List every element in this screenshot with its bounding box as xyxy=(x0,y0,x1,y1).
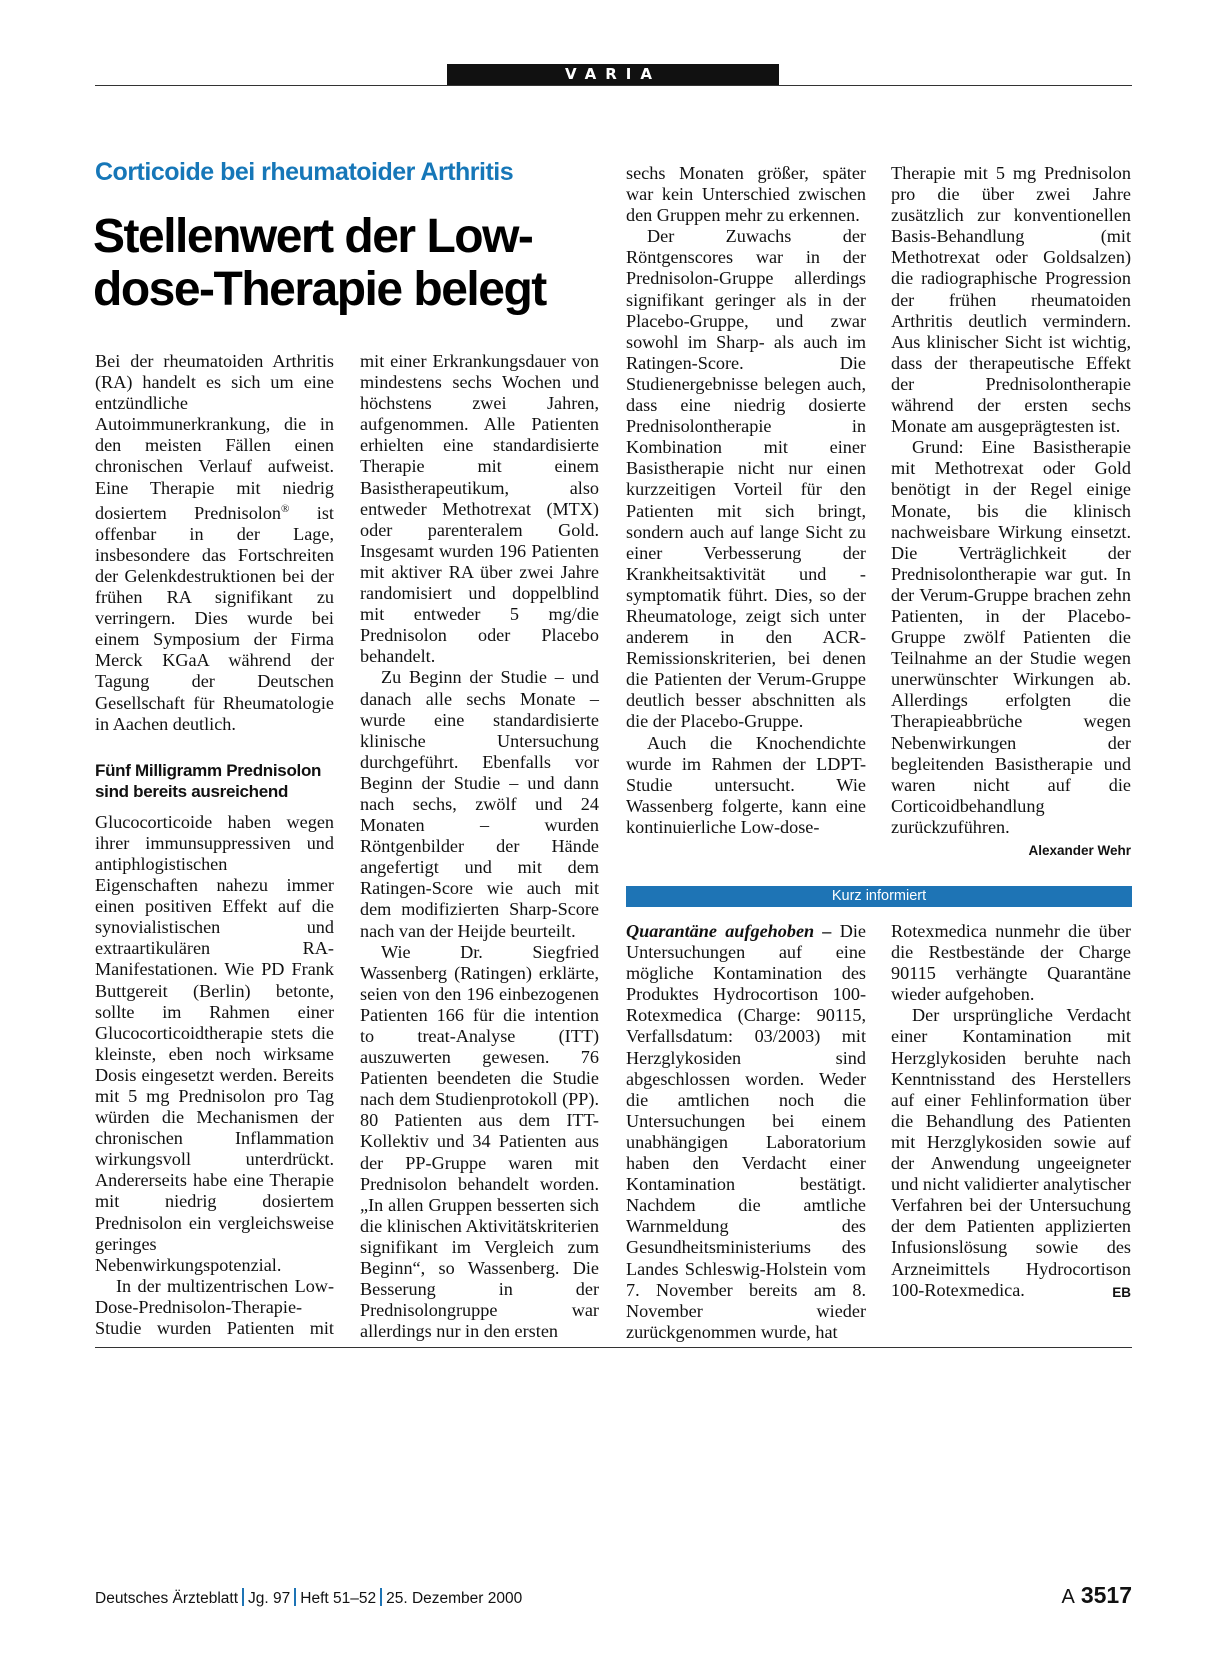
paragraph-continued: mit einer Erkrankungsdauer von mindestens sechs Wochen und höchstens zwei Jahren, aufgenommen. Alle Patienten erhielten eine standardisierte Therapie mit einem Basistherapeutikum, also entweder Methotrexat (MTX) oder parenteralem Gold. Insgesamt wurden 196 Patienten mit aktiver RA über zwei Jahre randomisiert und doppelblind mit entweder 5 mg/die Prednisolon oder Placebo behandelt. xyxy=(360,351,599,667)
box-paragraph: Der ursprüngliche Verdacht einer Kontamination mit Herzglykosiden beruhte nach Kenntnisstand des Herstellers auf einer Fehlinformation über die Behandlung des Patienten mit Herzglykosiden sowie auf der Anwendung ungeeigneter und nicht validierter analytischer Verfahren bei der Untersuchung der dem Patienten applizierten Infusionslösung sowie des Arzneimittels Hydrocortison 100-Rotexmedica. EB xyxy=(891,1005,1131,1300)
box-lead: Quarantäne aufgehoben – xyxy=(626,921,832,941)
paragraph: Auch die Knochendichte wurde im Rahmen der LDPT-Studie untersucht. Wie Wassenberg folgerte, kann eine kontinuierliche Low-dose- xyxy=(626,732,866,837)
subheading: Fünf Milligramm Prednisolon sind bereits ausreichend xyxy=(95,760,322,801)
author-byline: Alexander Wehr xyxy=(1028,843,1131,858)
paragraph: In der multizentrischen Low-Dose-Prednisolon-Therapie-Studie wurden Patienten mit xyxy=(95,1275,334,1338)
paragraph-continued: Therapie mit 5 mg Prednisolon pro die über zwei Jahre zusätzlich zur konventionellen Basis-Behandlung (mit Methotrexat oder Goldsalzen) die radiographische Progression der frühen rheumatoiden Arthritis deutlich vermindern. Aus klinischer Sicht ist wichtig, dass der therapeutische Effekt der Prednisolontherapie während der ersten sechs Monate am ausgeprägtesten ist. xyxy=(891,163,1131,437)
volume: Jg. 97 xyxy=(248,1590,291,1607)
footer xyxy=(95,1588,522,1608)
paragraph: Glucocorticoide haben wegen ihrer immunsuppressiven und antiphlogistischen Eigenschaften nahezu immer einen positiven Effekt auf die synovialistischen und extraartikulären RA-Manifestationen. Wie PD Frank Buttgereit (Berlin) betonte, sollte im Rahmen einer Glucocorticoidtherapie stets die kleinste, eben noch wirksame Dosis eingesetzt werden. Bereits mit 5 mg Prednisolon pro Tag würden die Mechanismen der chronischen Inflammation wirkungsvoll unterdrückt. Andererseits habe eine Therapie mit niedrig dosiertem Prednisolon ein vergleichsweise geringes Nebenwirkungspotenzial. xyxy=(95,811,334,1275)
headline-line-1: Stellenwert der Low- xyxy=(93,210,533,263)
issue: Heft 51–52 xyxy=(300,1590,377,1607)
box-column-2 xyxy=(891,921,1131,1303)
box-author: EB xyxy=(1112,1284,1131,1300)
section-label: VARIA xyxy=(447,64,779,85)
paragraph: Zu Beginn der Studie – und danach alle sechs Monate – wurde eine standardisierte klinische Untersuchung durchgeführt. Ebenfalls vor Beginn der Studie – und dann nach sechs, zwölf und 24 Monaten – wurden Röntgenbilder der Hände angefertigt und mit dem Ratingen-Score wie auch mit dem modifizierten Sharp-Score nach van der Heijde beurteilt. xyxy=(360,667,599,941)
article-column-3 xyxy=(626,163,866,838)
box-title: Kurz informiert xyxy=(626,886,1132,907)
headline-line-2: dose-Therapie belegt xyxy=(93,263,546,316)
paragraph: Wie Dr. Siegfried Wassenberg (Ratingen) erklärte, seien von den 196 einbezogenen Patienten 166 für die intention to treat-Analyse (ITT) auszuwerten gewesen. 76 Patienten beendeten die Studie nach dem Studienprotokoll (PP). 80 Patienten aus dem ITT-Kollektiv und 34 Patienten aus der PP-Gruppe waren mit Prednisolon behandelt worden. „In allen Gruppen besserten sich die klinischen Aktivitätskriterien signifikant im Vergleich zum Beginn“, so Wassenberg. Die Besserung in der Prednisolongruppe war allerdings nur in den ersten xyxy=(360,941,599,1342)
box-paragraph: Quarantäne aufgehoben – Die Untersuchungen auf eine mögliche Kontamination des Produktes Hydrocortison 100-Rotexmedica (Charge: 90115, Verfallsdatum: 03/2003) mit Herzglykosiden sind abgeschlossen worden. Weder die amtlichen noch die Untersuchungen bei einem unabhängigen Laboratorium haben den Verdacht einer Kontamination bestätigt. Nachdem die amtliche Warnmeldung des Gesundheitsministeriums des Landes Schleswig-Holstein vom 7. November bereits am 8. November wieder zurückgenommen wurde, hat xyxy=(626,921,866,1342)
paragraph: Grund: Eine Basistherapie mit Methotrexat oder Gold benötigt in der Regel einige Monate, bis die klinisch nachweisbare Wirkung einsetzt. Die Verträglichkeit der Prednisolontherapie war gut. In der Verum-Gruppe brachen zehn Patienten, in der Placebo-Gruppe zwölf Patienten die Teilnahme an der Studie wegen unerwünschter Wirkungen ab. Allerdings erfolgten die Therapieabbrüche wegen Nebenwirkungen der begleitenden Basistherapie und waren nicht auf die Corticoidbehandlung zurückzuführen. Alexander Wehr xyxy=(891,437,1131,838)
top-rule xyxy=(95,85,1132,86)
bottom-rule xyxy=(95,1347,1132,1348)
issue-date: 25. Dezember 2000 xyxy=(386,1590,523,1607)
journal-name: Deutsches Ärzteblatt xyxy=(95,1590,239,1607)
box-column-1 xyxy=(626,921,866,1343)
article-column-2 xyxy=(360,351,599,1342)
paragraph-intro: Bei der rheumatoiden Arthritis (RA) handelt es sich um eine entzündliche Autoimmunerkrankung, die in den meisten Fällen einen chronischen Verlauf aufweist. Eine Therapie mit niedrig dosiertem Prednisolon® ist offenbar in der Lage, insbesondere das Fortschreiten der Gelenkdestruktionen bei der frühen RA signifikant zu verringern. Dies wurde bei einem Symposium der Firma Merck KGaA während der Tagung der Deutschen Gesellschaft für Rheumatologie in Aachen deutlich. xyxy=(95,351,334,734)
page-number: A 3517 xyxy=(1061,1582,1132,1608)
article-column-1 xyxy=(95,351,334,1339)
article-column-4 xyxy=(891,163,1131,861)
article-headline xyxy=(93,210,613,316)
box-paragraph-continued: Rotexmedica nunmehr die über die Restbestände der Charge 90115 verhängte Quarantäne wieder aufgehoben. xyxy=(891,921,1131,1005)
article-kicker: Corticoide bei rheumatoider Arthritis xyxy=(95,158,514,186)
paragraph-continued: sechs Monaten größer, später war kein Unterschied zwischen den Gruppen mehr zu erkennen. xyxy=(626,163,866,226)
paragraph: Der Zuwachs der Röntgenscores war in der Prednisolon-Gruppe allerdings signifikant geringer als in der Placebo-Gruppe, und zwar sowohl im Sharp- als auch im Ratingen-Score. Die Studienergebnisse belegen auch, dass eine niedrig dosierte Prednisolontherapie in Kombination mit einer Basistherapie nicht nur einen kurzzeitigen Vorteil für den Patienten mit sich bringt, sondern auch auf lange Sicht zu einer Verbesserung der Krankheitsaktivität und -symptomatik führt. Dies, so der Rheumatologe, zeigt sich unter anderem in den ACR-Remissionskriterien, bei denen die Patienten der Verum-Gruppe deutlich besser abschnitten als die der Placebo-Gruppe. xyxy=(626,226,866,732)
